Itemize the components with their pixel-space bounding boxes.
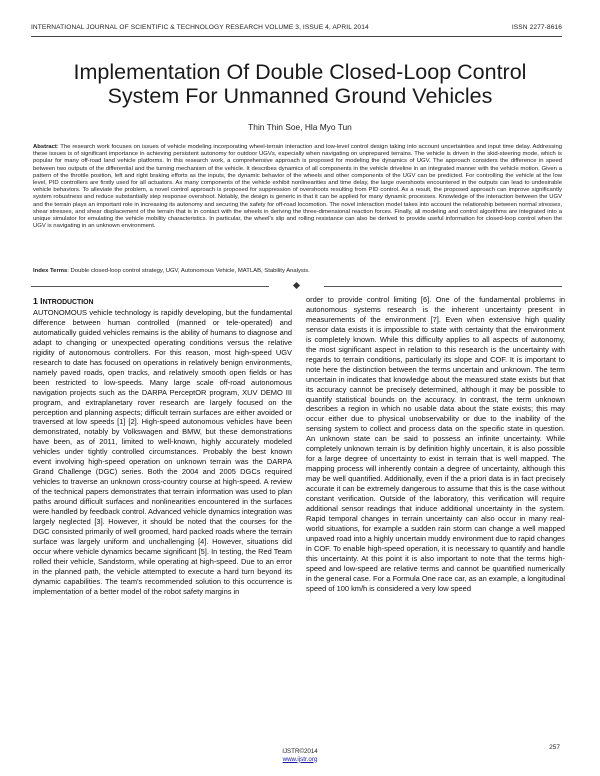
intro-paragraph-left: AUTONOMOUS vehicle technology is rapidly developing, but the fundamental difference between human controlled (manned or tele-operated) and automatically guided vehicles remains is the ability of humans to diagnose and adapt to changing or unexpected operating conditions versus the relative rigidity of autonomous controllers. For this reason, most high-speed UGV research to date has focused on operations in relatively benign environments, namely paved roads, open tracks, and relatively smooth open fields or has been restricted to low-speeds. Many large scale off-road autonomous navigation projects such as the DARPA PerceptOR program, XUV DEMO III program, and extraplanetary rover research are largely focused on the perception and planning aspects; difficult terrain surfaces are either avoided or traversed at low speeds [1] [2]. High-speed autonomous vehicles have been demonstrated, notably by Volkswagen and BMW, but these demonstrations have been, as of 2011, limited to well-known, highly accurately modeled vehicles under tightly controlled circumstances. Probably the best known event involving high-speed operation on unknown terrain was the DARPA Grand Challenge (DGC) series. Both the 2004 and 2005 DGCs required vehicles to traverse an unknown cross-country course at high-speed. A review of the technical papers demonstrates that terrain information was used to plan paths around difficult surfaces and nonlinearities encountered in the surfaces were handled by feedback control. Advanced vehicle dynamics integration was largely neglected [3]. However, it should be noted that the courses for the DGC consisted primarily of well groomed, hard packed roads where the terrain surface was largely uniform and unchallenging [4]. However, situations did occur where vehicle dynamics became significant [5]. In testing, the Red Team rolled their vehicle, Sandstorm, while operating at high-speed. Due to an error in the planned path, the vehicle attempted to execute a hard turn beyond its dynamic capabilities. The team's recommended solution to this occurrence is implementation of a better model of the robot safety margins in bbox=[33, 308, 292, 596]
divider-line-right bbox=[324, 286, 562, 287]
abstract-text: : The research work focuses on issues of vehicle modeling incorporating wheel-terrain interaction and low-level control design taking into account uncertainties and input time delay. Addressing these issues is of significant importance in achieving persistent autonomy for outdoor UGVs, especially when navigating on unprepared terrains. The vehicle is driven in the skid-steering mode, which is popular for many off-road land vehicle platforms. In this research work, a comprehensive approach is proposed for modeling the dynamics of UGV. The approach considers the difference in speed between two outputs of the differential and the turning mechanism of the vehicle. It describes dynamics of all components in the vehicle driveline in an integrated manner with the vehicle motion. Given a pattern of the throttle position, left and right braking efforts as the inputs, the dynamic behavior of the wheels and other components of the UGV can be predicted. For controlling the vehicle at the low level, PID controllers are firstly used for all actuators. As many components of the vehicle exhibit nonlinearities and time delay, the large overshoots encountered in the outputs can lead to undesirable vehicle behaviors. To alleviate the problem, a novel control approach is proposed for suppression of overshoots resulting from PID control. As a result, the proposed approach can improve significantly system robustness and reduce substantially step response overshoot. Notably, the design is generic in that it can be applied for many dynamic processes. Knowledge of the interaction between the UGV and the terrain plays an important role in increasing its autonomy and securing the safety for off-road locomotion. The novel interaction model takes into account the relationship between normal stresses, shear stresses, and shear displacement of the terrain that is in contact with the wheels in deriving the three-dimensional reaction forces. Finally, all modeling and control algorithms are integrated into a unique simulator for emulating the vehicle mobility characteristics. In particular, the wheel's slip and rolling resistance can also be derived to provide useful information for closed-loop control when the UGV is navigating in an unknown environment. bbox=[33, 144, 562, 230]
abstract bbox=[33, 144, 562, 230]
intro-paragraph-right: order to provide control limiting [6]. One of the fundamental problems in autonomous systems research is the inherent uncertainty present in measurements of the environment [7]. Even when extensive high quality sensor data exists it is impossible to state with certainty that the environment is completely known. While this difficulty applies to all aspects of autonomy, the most significant aspect in relation to this research is the uncertainty with regards to terrain conditions, particularly its slope and COF. It is important to note here the distinction between the terms uncertain and unknown. The term uncertain in indicates that knowledge about the measured state exists but that its accuracy cannot be precisely determined, although it may be possible to quantify statistical bounds on the accuracy. In contrast, the term unknown describes a region in which no usable data about the state exists; this may occur either due to physical unobservability or due to the inability of the sensing system to collect and process data on the specific state in question. An unknown state can be said to possess an infinite uncertainty. While completely unknown terrain is by definition highly uncertain, it is also possible for a large degree of uncertainty to exist in terrain that is well mapped. The mapping process will inherently contain a degree of uncertainty, although this may be well quantified. Additionally, even if the a priori data is in fact precisely accurate it can be extremely dangerous to assume that this is the case without constant verification. Outside of the laboratory, this verification will require additional sensor readings that induce additional uncertainty in the system. Rapid temporal changes in terrain uncertainty can also occur in many real-world situations, for example a sudden rain storm can change a well mapped unpaved road into a highly uncertain muddy environment due to rapid changes in COF. To enable high-speed operation, it is necessary to quantify and handle this uncertainty. At this point it is also important to note that the terms high-speed and low-speed are relative terms and cannot be quantified numerically in the general case. For a Formula One race car, as an example, a longitudinal speed of 100 km/h is considered a very low speed bbox=[306, 295, 565, 593]
header-rule bbox=[31, 36, 562, 37]
diamond-ornament-icon bbox=[292, 282, 299, 289]
authors: Thin Thin Soe, Hla Myo Tun bbox=[248, 122, 352, 132]
issn: ISSN 2277-8616 bbox=[511, 24, 562, 31]
right-column bbox=[306, 295, 565, 594]
index-terms-label: Index Terms bbox=[33, 268, 68, 274]
journal-name: INTERNATIONAL JOURNAL OF SCIENTIFIC & TECHNOLOGY RESEARCH VOLUME 3, ISSUE 4, APRIL 2014 bbox=[31, 24, 369, 31]
index-terms-text: : Double closed-loop control strategy, UGV, Autonomous Vehicle, MATLAB, Stability Analysis. bbox=[67, 268, 310, 274]
footer-journal: IJSTR©2014 bbox=[282, 748, 318, 755]
section-number: 1 I bbox=[33, 296, 43, 306]
index-terms bbox=[33, 268, 562, 275]
footer-url-link[interactable]: www.ijstr.org bbox=[282, 755, 318, 763]
section-title: NTRODUCTION bbox=[42, 299, 94, 306]
title-line-2: System For Unmanned Ground Vehicles bbox=[107, 84, 493, 108]
left-column bbox=[33, 296, 292, 597]
title-line-1: Implementation Of Double Closed-Loop Control bbox=[73, 60, 527, 84]
page-footer bbox=[0, 748, 600, 763]
abstract-label: Abstract bbox=[33, 144, 57, 150]
divider-line-left bbox=[31, 286, 269, 287]
section-divider bbox=[31, 282, 562, 290]
section-heading-introduction bbox=[33, 296, 292, 308]
paper-title bbox=[20, 60, 580, 108]
page-number: 257 bbox=[549, 744, 560, 751]
journal-header bbox=[31, 24, 562, 31]
